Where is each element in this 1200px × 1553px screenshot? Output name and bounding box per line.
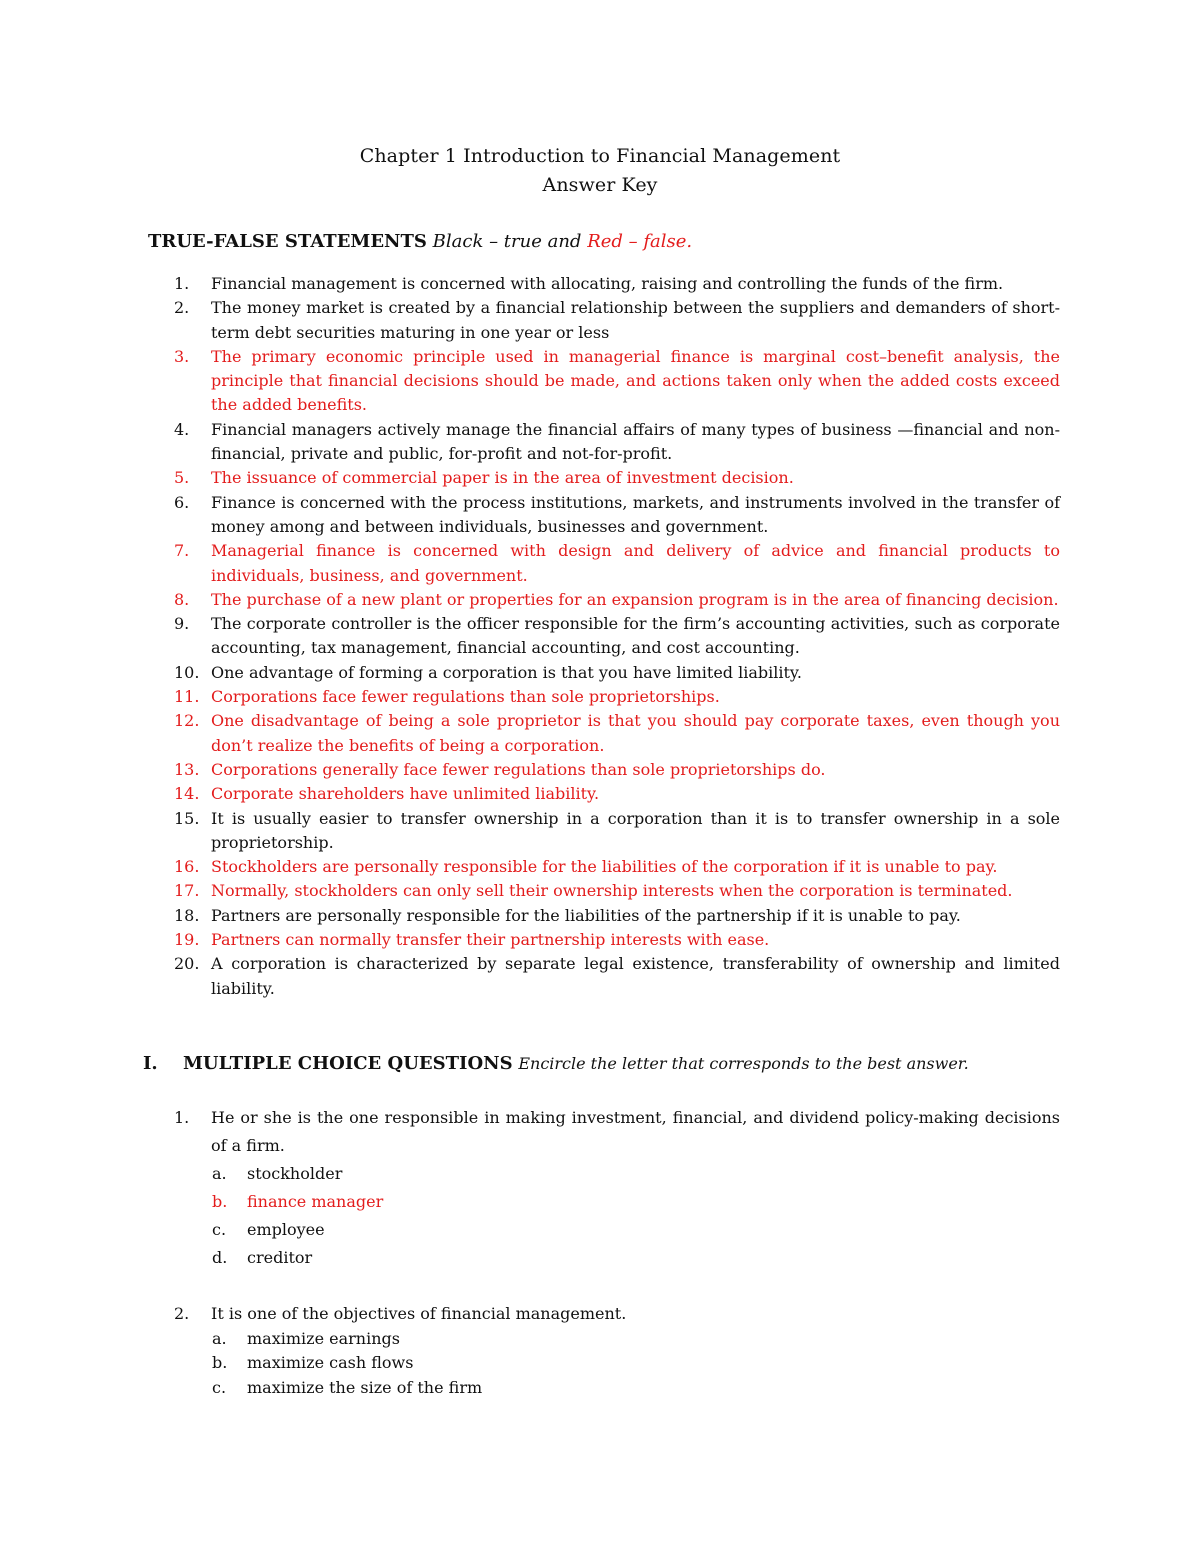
tf-statement-number: 18. [174,905,200,925]
multiple-choice-title: MULTIPLE CHOICE QUESTIONS [183,1053,513,1074]
tf-statement-number: 19. [174,930,200,950]
tf-statement-text: One disadvantage of being a sole proprietor is that you should pay corporate taxes, even though you don’t realize the benefits of being a corporation. [211,711,1060,755]
tf-statement-number: 7. [174,541,190,561]
mc-option-letter: b. [212,1353,228,1372]
tf-statement [148,855,1060,879]
tf-statement [148,782,1060,806]
mc-option-text: stockholder [247,1164,343,1183]
tf-statement [148,807,1060,856]
mc-option-text: finance manager [247,1192,384,1211]
mc-question [148,1302,1060,1400]
tf-statement-number: 2. [174,298,190,318]
mc-options [148,1327,1060,1401]
tf-statement-text: Financial management is concerned with allocating, raising and controlling the funds of the firm. [211,274,1004,293]
tf-statement [148,952,1060,1001]
legend-black: Black – true and [432,231,582,252]
tf-statement-number: 3. [174,346,190,366]
tf-statement [148,491,1060,540]
page-title: Chapter 1 Introduction to Financial Management [359,145,841,167]
mc-option-text: maximize the size of the firm [247,1377,483,1397]
mc-question-stem [148,1302,1060,1327]
tf-statement [148,904,1060,928]
tf-statement [148,539,1060,588]
multiple-choice-heading [143,1050,969,1078]
tf-statement-text: Managerial finance is concerned with design and delivery of advice and financial products to individuals, business, and government. [211,541,1060,585]
tf-statement-number: 14. [174,784,200,804]
mc-option[interactable] [148,1188,1060,1216]
section-roman-numeral: I. [143,1053,158,1074]
multiple-choice-instruction: Encircle the letter that corresponds to the best answer. [518,1054,969,1073]
tf-statement [148,272,1060,296]
true-false-list [148,272,1060,1001]
tf-statement-number: 20. [174,954,200,974]
mc-option-text: maximize earnings [247,1328,400,1348]
mc-option-letter: c. [212,1220,227,1239]
mc-option-text: creditor [247,1248,313,1267]
mc-question-text: He or she is the one responsible in making investment, financial, and dividend policy-making decisions of a firm. [211,1108,1060,1155]
mc-option[interactable] [148,1244,1060,1272]
tf-statement [148,661,1060,685]
tf-statement-number: 9. [174,614,190,634]
mc-option[interactable] [148,1216,1060,1244]
mc-option-letter: d. [212,1248,228,1267]
mc-question-stem [148,1104,1060,1160]
tf-statement-text: Normally, stockholders can only sell their ownership interests when the corporation is terminated. [211,881,1013,901]
tf-statement-number: 10. [174,662,200,682]
tf-statement [148,612,1060,661]
tf-statement-text: The corporate controller is the officer responsible for the firm’s accounting activities, such as corporate accounting, tax management, financial accounting, and cost accounting. [211,614,1060,658]
true-false-title: TRUE-FALSE STATEMENTS [148,231,427,252]
tf-statement [148,418,1060,467]
tf-statement-text: The primary economic principle used in managerial finance is marginal cost–benefit analysis, the principle that financial decisions should be made, and actions taken only when the added costs exceed the added benefits. [211,346,1060,415]
mc-question-number: 1. [174,1108,190,1127]
tf-statement [148,758,1060,782]
tf-statement [148,879,1060,903]
tf-statement-text: Financial managers actively manage the financial affairs of many types of business —financial and non-financial, private and public, for-profit and not-for-profit. [211,419,1060,464]
mc-option[interactable] [148,1376,1060,1401]
mc-option-text: maximize cash flows [247,1353,414,1372]
tf-statement [148,709,1060,758]
tf-statement-number: 17. [174,881,200,901]
title-block [0,142,1200,200]
tf-statement-text: The purchase of a new plant or properties for an expansion program is in the area of financing decision. [211,589,1059,609]
tf-statement [148,345,1060,418]
page-subtitle: Answer Key [542,174,658,196]
mc-option[interactable] [148,1160,1060,1188]
mc-option-letter: c. [212,1377,227,1397]
tf-statement-number: 8. [174,589,190,609]
mc-option-text: employee [247,1220,325,1239]
tf-statement [148,928,1060,952]
mc-option-letter: b. [212,1192,228,1211]
tf-statement-text: Corporations face fewer regulations than sole proprietorships. [211,687,720,707]
tf-statement-number: 15. [174,808,200,828]
tf-statement-text: It is usually easier to transfer ownership in a corporation than it is to transfer ownership in a sole proprietorship. [211,808,1060,852]
tf-statement-text: The money market is created by a financial relationship between the suppliers and demanders of short-term debt securities maturing in one year or less [211,298,1060,342]
mc-option[interactable] [148,1351,1060,1376]
tf-statement-number: 16. [174,857,200,877]
tf-statement [148,296,1060,345]
legend-red: Red – false. [587,231,693,252]
mc-option-letter: a. [212,1328,227,1348]
tf-statement-number: 5. [174,468,190,488]
tf-statement-number: 6. [174,492,190,512]
mc-question [148,1104,1060,1272]
tf-statement-text: The issuance of commercial paper is in the area of investment decision. [211,468,794,488]
tf-statement-text: Corporate shareholders have unlimited liability. [211,784,600,804]
tf-statement-number: 1. [174,274,190,293]
tf-statement [148,685,1060,709]
tf-statement-text: Corporations generally face fewer regulations than sole proprietorships do. [211,759,826,779]
tf-statement-text: One advantage of forming a corporation is that you have limited liability. [211,662,802,682]
mc-option[interactable] [148,1327,1060,1352]
tf-statement-text: Stockholders are personally responsible for the liabilities of the corporation if it is unable to pay. [211,857,998,877]
tf-statement [148,588,1060,612]
tf-statement-number: 13. [174,759,200,779]
tf-statement-number: 12. [174,711,200,731]
true-false-heading [148,228,692,256]
mc-question-text: It is one of the objectives of financial management. [211,1304,627,1323]
mc-option-letter: a. [212,1164,227,1183]
tf-statement-text: A corporation is characterized by separate legal existence, transferability of ownership and limited liability. [211,954,1060,998]
mc-options [148,1160,1060,1272]
tf-statement-text: Partners can normally transfer their partnership interests with ease. [211,930,770,950]
mc-question-number: 2. [174,1304,190,1323]
tf-statement-text: Finance is concerned with the process institutions, markets, and instruments involved in the transfer of money among and between individuals, businesses and government. [211,492,1060,536]
tf-statement-text: Partners are personally responsible for the liabilities of the partnership if it is unable to pay. [211,905,961,925]
tf-statement-number: 4. [174,419,190,439]
tf-statement [148,466,1060,490]
tf-statement-number: 11. [174,687,200,707]
